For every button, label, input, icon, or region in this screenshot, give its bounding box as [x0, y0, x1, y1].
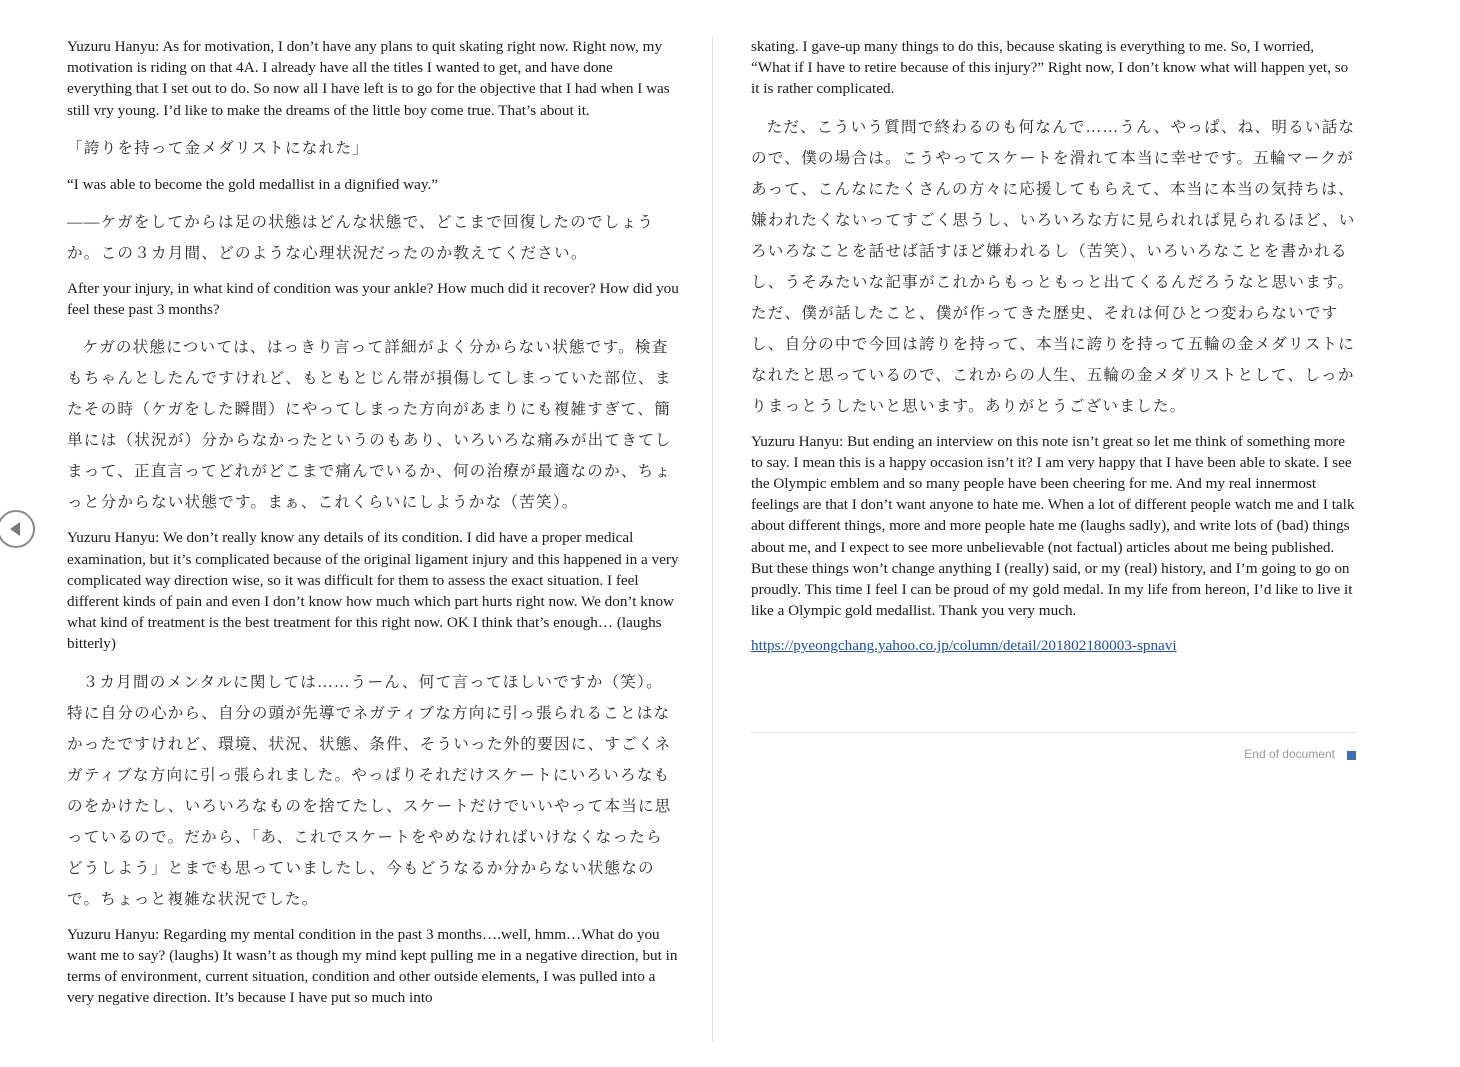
paragraph-en: skating. I gave-up many things to do this, because skating is everything to me. So, I worried, “What if I have to retire because of this injury?” Right now, I don’t know what will happen yet, so it is rather complicated.: [751, 38, 1349, 98]
paragraph-en: Yuzuru Hanyu: As for motivation, I don’t have any plans to quit skating right now. Right now, my motivation is riding on that 4A. I already have all the titles I wanted to get, and have done everything that I set out to do. So now all I have left is to go for the objective that I had when I was still vry young. I’d like to make the dreams of the little boy come true. That’s about it.: [67, 38, 670, 119]
paragraph-en: After your injury, in what kind of condition was your ankle? How much did it recover? How did you feel these past 3 months?: [67, 280, 679, 319]
paragraph-jp-heading: 「誇りを持って金メダリストになれた」: [67, 139, 369, 157]
chevron-left-icon: [0, 509, 38, 549]
paragraph-en: Yuzuru Hanyu: We don’t really know any details of its condition. I did have a proper medical examination, but it’s complicated because of the original ligament injury and this happened in a very complicated way direction wise, so it was difficult for them to assess the exact situation. I feel different kinds of pain and even I don’t know how much which part hurts right now. We don’t know what kind of treatment is the best treatment for this right now. OK I think that’s enough… (laughs bitterly): [67, 529, 679, 653]
right-column: [751, 36, 1357, 657]
end-divider: [751, 732, 1357, 733]
left-column: [67, 36, 679, 1020]
previous-page-button[interactable]: [0, 509, 38, 549]
end-marker-icon: [1347, 751, 1356, 760]
paragraph-jp: ３カ月間のメンタルに関しては……うーん、何て言ってほしいですか（笑）。特に自分の心から、自分の頭が先導でネガティブな方向に引っ張られることはなかったですけれど、環境、状況、状態、条件、そういった外的要因に、すごくネガティブな方向に引っ張られました。やっぱりそれだけスケートにいろいろなものをかけたし、いろいろなものを捨てたし、スケートだけでいいやって本当に思っているので。だから、「あ、これでスケートをやめなければいけなくなったらどうしよう」とまでも思っていましたし、今もどうなるか分からない状態なので。ちょっと複雑な状況でした。: [67, 673, 672, 908]
paragraph-jp: ただ、こういう質問で終わるのも何なんで……うん、やっぱ、ね、明るい話なので、僕の場合は。こうやってスケートを滑れて本当に幸せです。五輪マークがあって、こんなにたくさんの方々に応援してもらえて、本当に本当の気持ちは、嫌われたくないってすごく思うし、いろいろな方に見られれば見られるほど、いろいろなことを話せば話すほど嫌われるし（苦笑）、いろいろなことを書かれるし、うそみたいな記事がこれからもっともっと出てくるんだろうなと思います。ただ、僕が話したこと、僕が作ってきた歴史、それは何ひとつ変わらないですし、自分の中で今回は誇りを持って、本当に誇りを持って五輪の金メダリストになれたと思っているので、これからの人生、五輪の金メダリストとして、しっかりまっとうしたいと思います。ありがとうございました。: [751, 118, 1356, 415]
column-divider: [712, 36, 713, 1042]
paragraph-en: “I was able to become the gold medallist in a dignified way.”: [67, 175, 438, 193]
paragraph-en: Yuzuru Hanyu: But ending an interview on this note isn’t great so let me think of something more to say. I mean this is a happy occasion isn’t it? I am very happy that I have been able to skate. I see the Olympic emblem and so many people have been cheering for me. And my real innermost feelings are that I don’t want anyone to hate me. When a lot of different people watch me and I talk about different things, more and more people hate me (laughs sadly), and write lots of (bad) things about me, and I expect to see more unbelievable (not factual) articles about me being published. But these things won’t change anything I (really) said, or my (real) history, and I’m going to go on proudly. This time I feel I can be proud of my gold medal. In my life from hereon, I’d like to live it like a Olympic gold medallist. Thank you very much.: [751, 432, 1355, 620]
end-of-document-label: End of document: [1244, 747, 1335, 761]
paragraph-jp: ケガの状態については、はっきり言って詳細がよく分からない状態です。検査もちゃんとしたんですけれど、もともとじん帯が損傷してしまっていた部位、またその時（ケガをした瞬間）にやってしまった方向があまりにも複雑すぎて、簡単には（状況が）分からなかったというのもあり、いろいろな痛みが出てきてしまって、正直言ってどれがどこまで痛んでいるか、何の治療が最適なのか、ちょっと分からない状態です。まぁ、これくらいにしようかな（苦笑）。: [67, 339, 672, 512]
paragraph-jp-question: ――ケガをしてからは足の状態はどんな状態で、どこまで回復したのでしょうか。この３カ月間、どのような心理状況だったのか教えてください。: [67, 214, 655, 263]
source-link[interactable]: https://pyeongchang.yahoo.co.jp/column/detail/201802180003-spnavi: [751, 637, 1177, 655]
paragraph-en: Yuzuru Hanyu: Regarding my mental condition in the past 3 months….well, hmm…What do you want me to say? (laughs) It wasn’t as though my mind kept pulling me in a negative direction, but in terms of environment, current situation, condition and other outside elements, I was pulled into a very negative direction. It’s because I have put so much into: [67, 925, 678, 1007]
